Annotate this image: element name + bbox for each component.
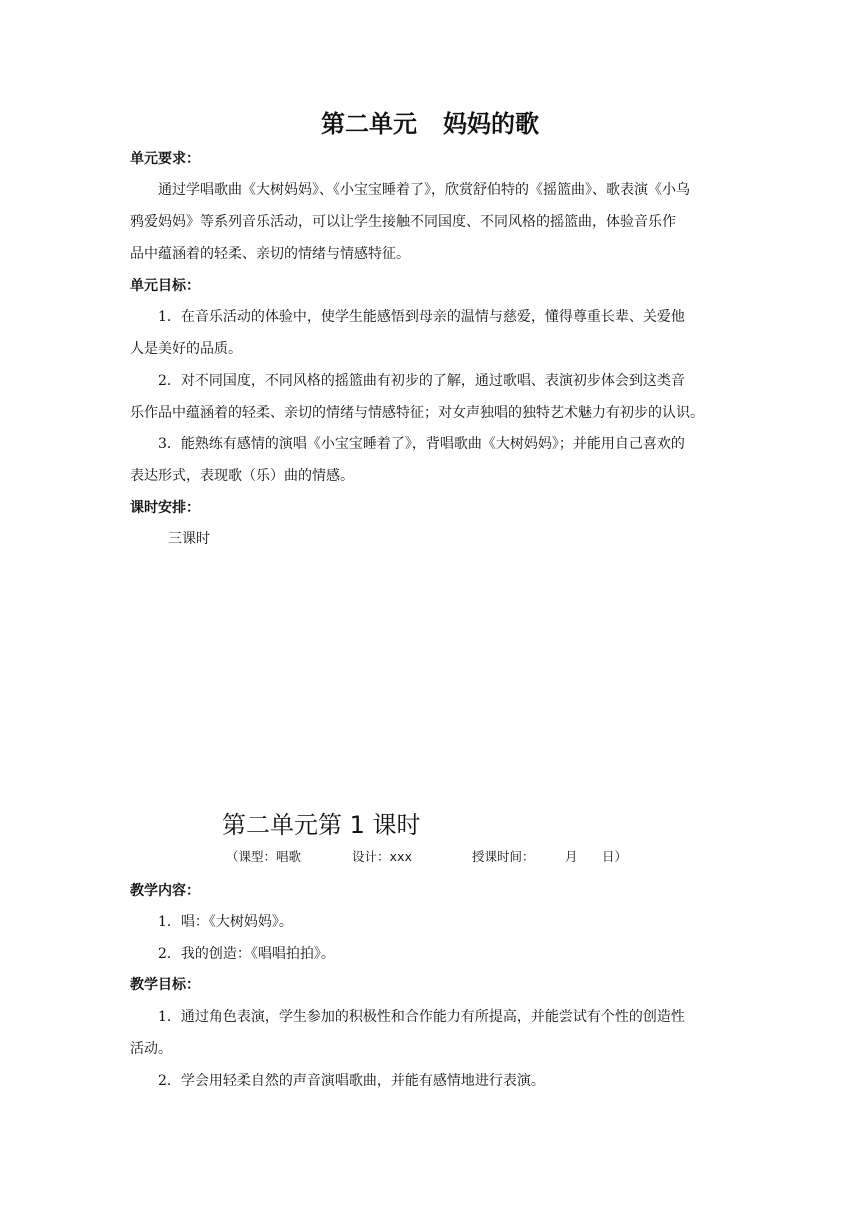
teaching-goal-line: 活动。 [130, 1041, 172, 1057]
lesson-title: 第二单元第 1 课时 [222, 811, 421, 839]
lesson-month: 月 [565, 849, 578, 864]
unit-title-number: 第二单元 [321, 110, 417, 138]
unit-goals-heading: 单元目标： [130, 278, 200, 294]
teaching-goal-line: 1．通过角色表演，学生参加的积极性和合作能力有所提高，并能尝试有个性的创造性 [158, 1009, 685, 1025]
unit-title [0, 104, 860, 139]
unit-requirement-heading: 单元要求： [130, 151, 200, 167]
requirement-line: 通过学唱歌曲《大树妈妈》、《小宝宝睡着了》，欣赏舒伯特的《摇篮曲》、歌表演《小乌 [158, 182, 690, 198]
teaching-goal-line: 2．学会用轻柔自然的声音演唱歌曲，并能有感情地进行表演。 [158, 1073, 545, 1089]
goal-line: 人是美好的品质。 [130, 341, 242, 357]
content-item: 2．我的创造：《唱唱拍拍》。 [158, 946, 335, 962]
schedule-heading: 课时安排： [130, 500, 200, 516]
content-item: 1．唱：《大树妈妈》。 [158, 914, 293, 930]
requirement-line: 鸦爱妈妈》等系列音乐活动，可以让学生接触不同国度、不同风格的摇篮曲，体验音乐作 [130, 214, 676, 230]
goal-line: 1．在音乐活动的体验中，使学生能感悟到母亲的温情与慈爱，懂得尊重长辈、关爱他 [158, 309, 685, 325]
lesson-day: 日） [602, 849, 628, 864]
lesson-designer: 设计：xxx [352, 849, 413, 864]
goal-line: 表达形式，表现歌（乐）曲的情感。 [130, 468, 354, 484]
requirement-line: 品中蕴涵着的轻柔、亲切的情绪与情感特征。 [130, 246, 410, 262]
teaching-goals-heading: 教学目标： [130, 977, 200, 993]
teaching-content-heading: 教学内容： [130, 883, 200, 899]
goal-line: 3．能熟练有感情的演唱《小宝宝睡着了》，背唱歌曲《大树妈妈》；并能用自己喜欢的 [158, 436, 685, 452]
lesson-type: （课型：唱歌 [226, 849, 302, 864]
lesson-time-label: 授课时间： [472, 849, 535, 864]
unit-title-name: 妈妈的歌 [443, 110, 539, 138]
goal-line: 2．对不同国度，不同风格的摇篮曲有初步的了解，通过歌唱、表演初步体会到这类音 [158, 373, 685, 389]
goal-line: 乐作品中蕴涵着的轻柔、亲切的情绪与情感特征；对女声独唱的独特艺术魅力有初步的认识。 [130, 405, 704, 421]
schedule-value: 三课时 [168, 531, 210, 547]
